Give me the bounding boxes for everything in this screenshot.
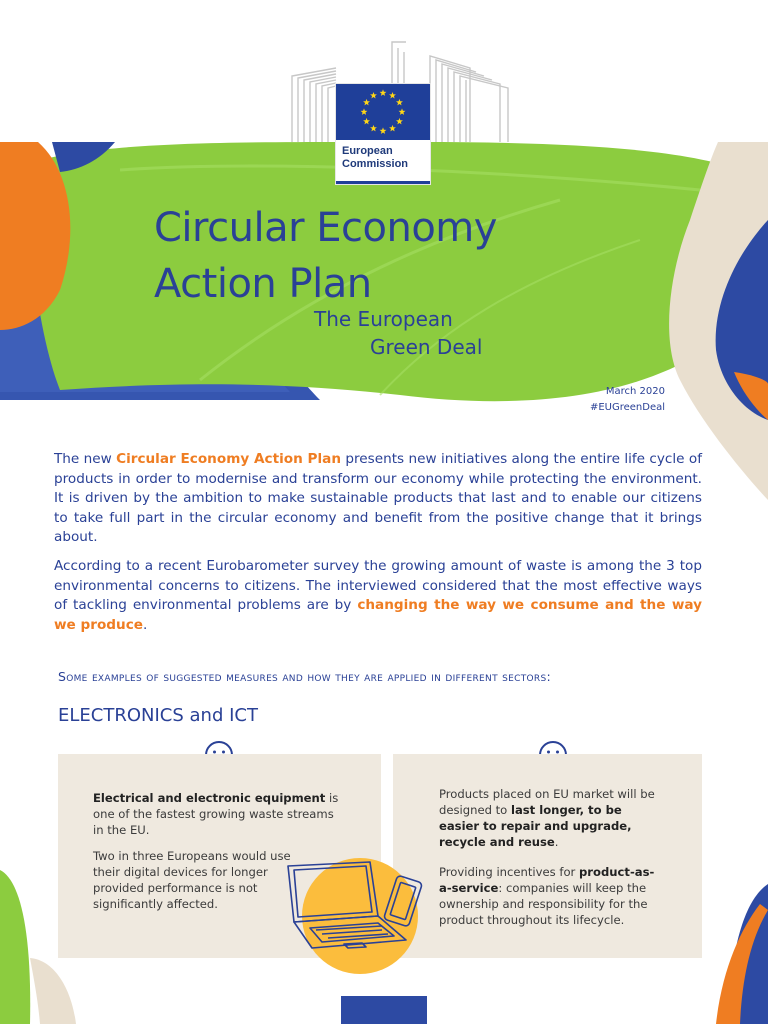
eu-star <box>361 108 368 115</box>
logo-line-2: Commission <box>342 158 409 170</box>
examples-heading: Some examples of suggested measures and how they are applied in different sectors: <box>58 669 551 684</box>
eu-star <box>396 118 403 125</box>
european-commission-logo <box>336 84 430 184</box>
intro-paragraph-2 <box>54 557 702 635</box>
bottom-color-bar <box>341 996 427 1024</box>
card-right-p1-a: Products placed on EU market will be designed to <box>439 787 655 817</box>
subtitle-line-1: The European <box>314 307 453 331</box>
eu-flag <box>336 84 430 140</box>
card-right-text <box>439 786 661 928</box>
intro-p1-text-a: The new <box>54 451 117 467</box>
card-right-p2-bold: product-as-a-service <box>439 865 655 895</box>
intro-p1-text-b: presents new initiatives along the entire life cycle of products in order to modernise and transform our economy while protecting the environment. It is driven by the ambition to make sustainable products that last and to enable our citizens to take full part in the circular economy and benefit from the positive change that it brings about. <box>54 451 702 545</box>
title-line-1: Circular Economy <box>154 205 497 251</box>
logo-underline <box>336 181 430 184</box>
card-left-text <box>93 790 343 912</box>
eu-star <box>370 125 377 132</box>
intro-paragraph-1 <box>54 450 702 548</box>
card-left-rest: is one of the fastest growing waste streams in the EU. <box>93 791 339 837</box>
card-right-p2-a: Providing incentives for <box>439 865 579 879</box>
consume-produce-highlight: changing the way we consume and the way we produce <box>54 597 702 633</box>
intro-p2-text-a: According to a recent Eurobarometer survey the growing amount of waste is among the 3 top environmental concerns to citizens. The interviewed considered that the most effective ways of tackling environmental problems are by <box>54 558 702 613</box>
logo-line-1: European <box>342 145 393 157</box>
card-left-paragraph-2: Two in three Europeans would use their digital devices for longer provided performance is not significantly affected. <box>93 849 291 911</box>
eu-star <box>389 125 396 132</box>
card-right-paragraph-2 <box>439 864 661 928</box>
sector-heading: ELECTRONICS and ICT <box>58 705 258 726</box>
eu-star <box>389 92 396 99</box>
action-plan-highlight: Circular Economy Action Plan <box>116 451 341 467</box>
card-left-paragraph-1 <box>93 790 343 838</box>
eu-star <box>370 92 377 99</box>
eu-star <box>363 99 370 106</box>
eu-star <box>399 108 406 115</box>
hashtag: #EUGreenDeal <box>589 402 665 413</box>
eu-star <box>380 89 387 96</box>
card-right-paragraph-1 <box>439 786 661 850</box>
eu-star <box>380 127 387 134</box>
eu-stars-icon <box>336 84 430 140</box>
card-right-p1-b: . <box>554 835 559 849</box>
intro-p2-text-b: . <box>142 616 148 633</box>
subtitle-line-2: Green Deal <box>370 335 483 359</box>
eu-star <box>363 118 370 125</box>
page-title <box>154 200 497 312</box>
card-right-p1-bold: last longer, to be easier to repair and upgrade, recycle and reuse <box>439 803 632 849</box>
card-right-p2-b: : companies will keep the ownership and responsibility for the product throughout its lifecycle. <box>439 881 648 927</box>
card-left-bold: Electrical and electronic equipment <box>93 791 326 805</box>
title-line-2: Action Plan <box>154 261 372 307</box>
publication-date: March 2020 <box>605 386 665 397</box>
eu-star <box>396 99 403 106</box>
